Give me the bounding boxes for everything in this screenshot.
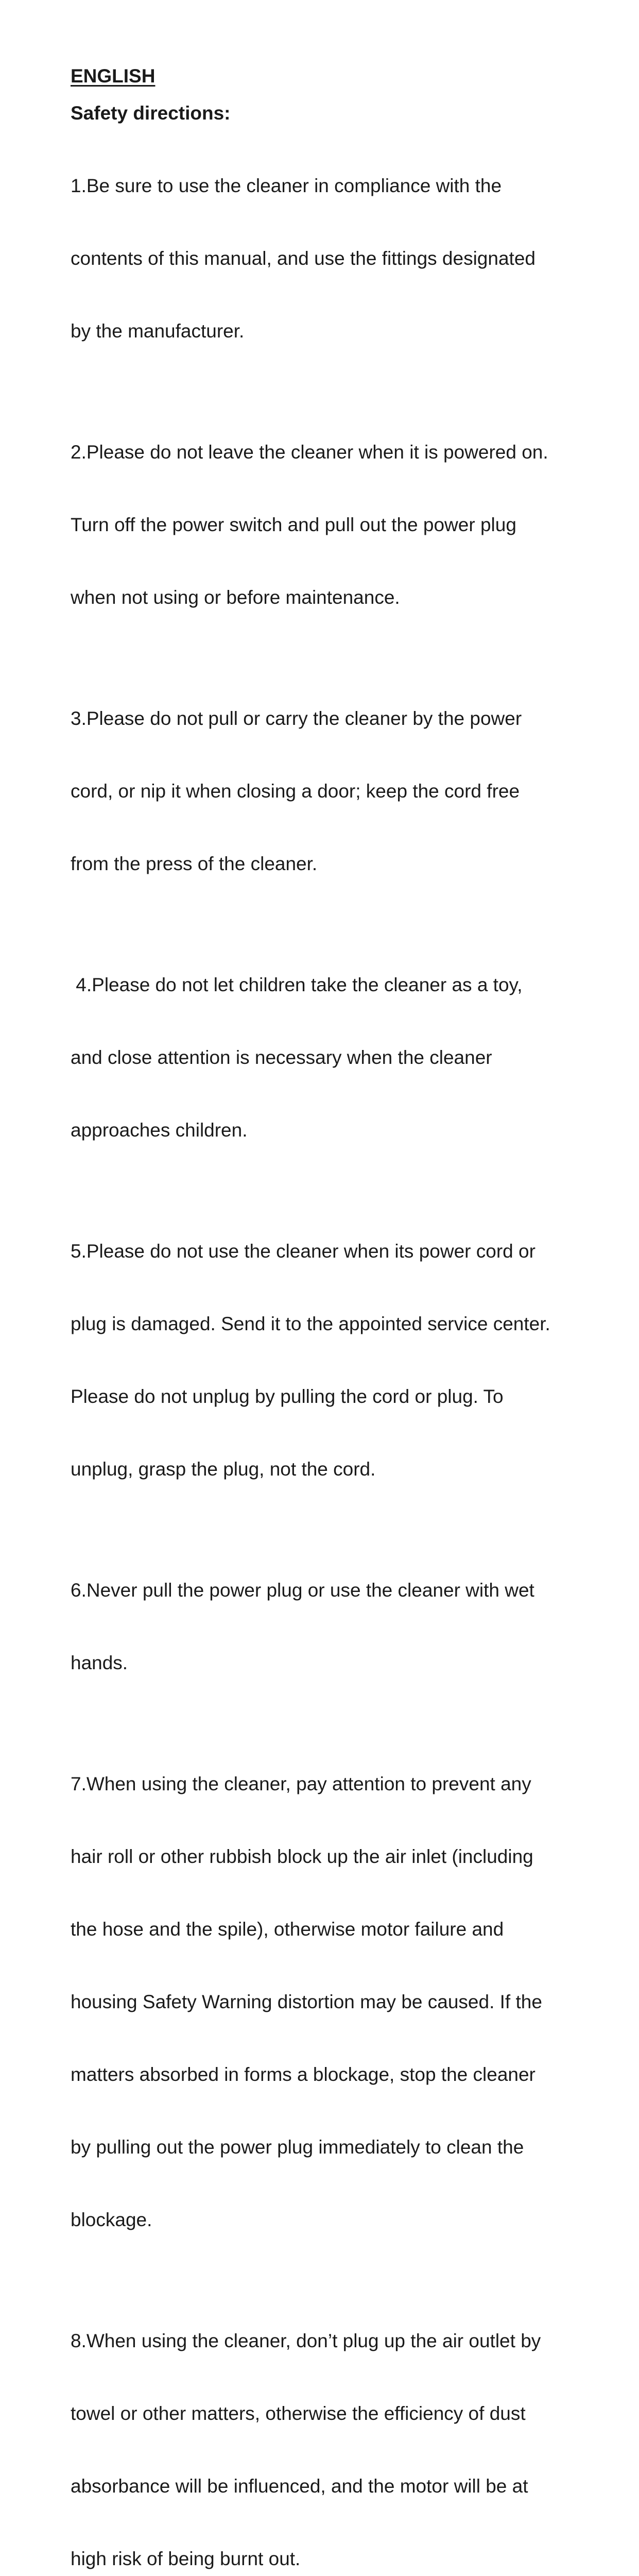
item-line: 3.Please do not pull or carry the cleaner by the power (71, 708, 522, 729)
safety-item-7 (71, 1723, 591, 2280)
item-line: 7.When using the cleaner, pay attention to prevent any (71, 1773, 531, 1794)
item-line: 4.Please do not let children take the cleaner as a toy, (71, 974, 523, 995)
section-title: Safety directions: (71, 103, 231, 124)
item-line: unplug, grasp the plug, not the cord. (71, 1459, 376, 1480)
item-line: by the manufacturer. (71, 320, 245, 342)
item-line: 8.When using the cleaner, don’t plug up the air outlet by (71, 2330, 541, 2351)
item-line: when not using or before maintenance. (71, 587, 400, 608)
safety-item-4 (71, 924, 591, 1191)
item-line: contents of this manual, and use the fittings designated (71, 248, 536, 269)
item-line: housing Safety Warning distortion may be caused. If the (71, 1991, 542, 2012)
safety-item-6 (71, 1530, 591, 1723)
item-line: 6.Never pull the power plug or use the cleaner with wet (71, 1580, 534, 1601)
safety-item-1 (71, 125, 591, 392)
safety-item-3 (71, 658, 591, 924)
item-line: 1.Be sure to use the cleaner in compliance with the (71, 175, 502, 196)
item-line: approaches children. (71, 1120, 248, 1141)
item-line: from the press of the cleaner. (71, 853, 318, 874)
item-line: Turn off the power switch and pull out the power plug (71, 514, 516, 535)
item-line: and close attention is necessary when the cleaner (71, 1047, 492, 1068)
item-line: towel or other matters, otherwise the efficiency of dust (71, 2403, 526, 2424)
safety-item-8 (71, 2280, 591, 2576)
language-heading: ENGLISH (71, 65, 156, 87)
item-line: plug is damaged. Send it to the appointed service center. (71, 1313, 550, 1334)
item-line: matters absorbed in forms a blockage, stop the cleaner (71, 2064, 536, 2085)
safety-item-5 (71, 1191, 591, 1530)
item-line: the hose and the spile), otherwise motor failure and (71, 1919, 504, 1940)
item-line: 2.Please do not leave the cleaner when it is powered on. (71, 442, 548, 463)
document-body (71, 65, 591, 2576)
item-line: blockage. (71, 2209, 152, 2230)
item-line: Please do not unplug by pulling the cord or plug. To (71, 1386, 504, 1407)
item-line: absorbance will be influenced, and the motor will be at (71, 2476, 528, 2497)
safety-item-2 (71, 392, 591, 658)
item-line: by pulling out the power plug immediately to clean the (71, 2137, 524, 2158)
item-line: 5.Please do not use the cleaner when its power cord or (71, 1241, 536, 1262)
item-line: high risk of being burnt out. (71, 2548, 301, 2569)
item-line: hair roll or other rubbish block up the air inlet (including (71, 1846, 533, 1867)
item-line: cord, or nip it when closing a door; keep the cord free (71, 781, 520, 802)
item-line: hands. (71, 1652, 128, 1673)
